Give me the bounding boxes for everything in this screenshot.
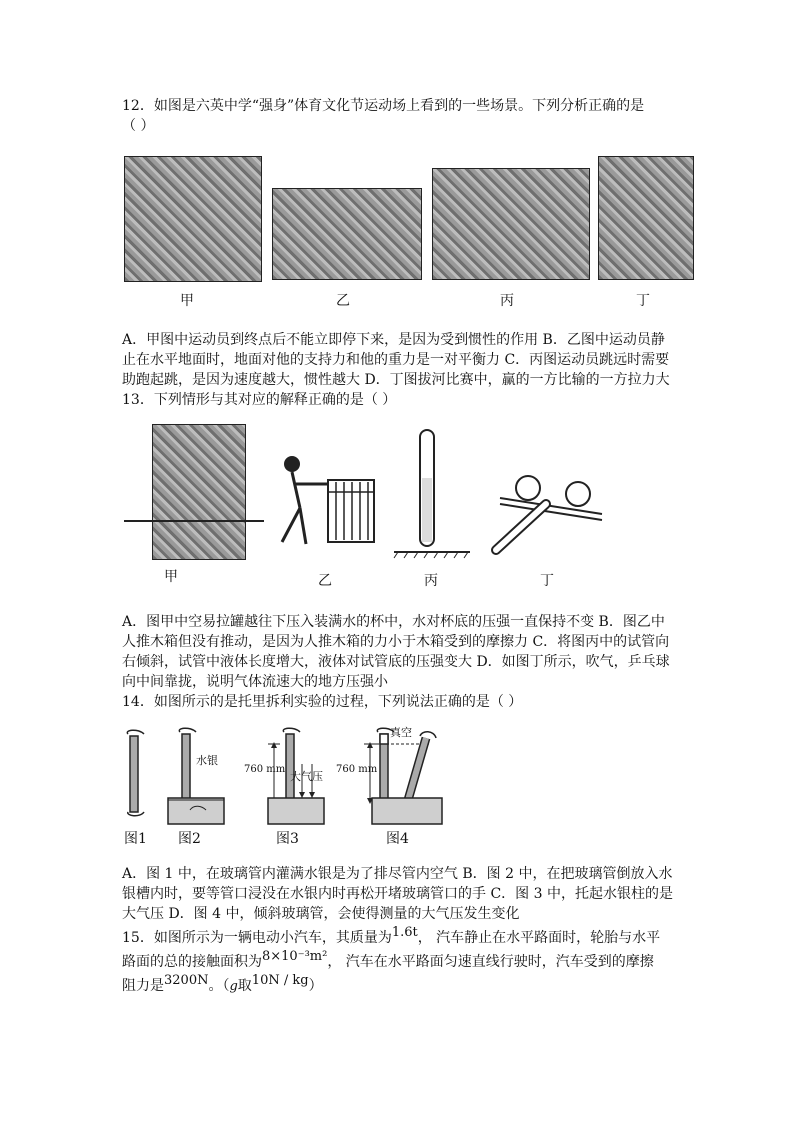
- q12-stem-line2: （ ）: [122, 118, 155, 134]
- q12-photo-jia: [124, 156, 262, 282]
- q15-line3-text-a: 阻力是: [122, 978, 164, 994]
- q15-mass: 1.6t: [391, 925, 418, 940]
- q15-line2-text-a: 路面的总的接触面积为: [122, 954, 262, 970]
- q14-fig4-height: 760 mm: [336, 764, 378, 775]
- q15-line3: [122, 973, 323, 997]
- q13-label-jia: 甲: [164, 569, 178, 585]
- q13-label-ding: 丁: [540, 573, 554, 589]
- q15-line1-text-b: ， 汽车静止在水平路面时，轮胎与水平: [417, 930, 661, 946]
- q15-line1: [122, 925, 661, 949]
- q13-label-bing: 丙: [424, 573, 438, 589]
- q15-line2-text-b: ， 汽车在水平路面匀速直线行驶时，汽车受到的摩擦: [327, 954, 654, 970]
- q12-photo-bing: [432, 168, 590, 280]
- q13-person-pushing-box: [258, 450, 378, 550]
- q12-options-line2: 止在水平地面时，地面对他的支持力和他的重力是一对平衡力 C．丙图运动员跳远时需要: [122, 352, 670, 368]
- q13-options-line4: 向中间靠拢，说明气体流速大的地方压强小: [122, 674, 388, 690]
- q15-line3-text-b: 。（: [208, 978, 230, 994]
- q14-mercury-label: 水银: [196, 754, 218, 767]
- q14-fig2-tube-trough: [164, 728, 228, 828]
- q14-pressure-label: 大气压: [290, 770, 323, 783]
- q12-label-yi: 乙: [336, 293, 350, 309]
- q14-fig3-height: 760 mm: [244, 764, 286, 775]
- q14-fig1-tube: [122, 728, 152, 818]
- q14-options-line1: A．图 1 中，在玻璃管内灌满水银是为了排尽管内空气 B．图 2 中，在把玻璃管倒放入水: [122, 866, 673, 882]
- q12-label-ding: 丁: [636, 293, 650, 309]
- q13-label-yi: 乙: [318, 573, 332, 589]
- q13-options-line1: A．图甲中空易拉罐越往下压入装满水的杯中，水对杯底的压强一直保持不变 B．图乙中: [122, 614, 665, 630]
- q14-vacuum-label: 真空: [390, 726, 412, 739]
- q15-line2: [122, 949, 654, 973]
- q15-line3-text-d: ）: [308, 978, 323, 994]
- q13-stem: 13．下列情形与其对应的解释正确的是（ ）: [122, 392, 397, 408]
- q13-options-line3: 右倾斜，试管中液体长度增大，液体对试管底的压强变大 D．如图丁所示，吹气，乒乓球: [122, 654, 670, 670]
- q13-ground-jia: [124, 518, 264, 524]
- q15-force: 3200N: [164, 973, 209, 988]
- q15-line3-text-c: 取: [237, 978, 252, 994]
- q13-balls-blow: [486, 464, 606, 556]
- q12-options-line3: 助跑起跳，是因为速度越大，惯性越大 D．丁图拔河比赛中，赢的一方比输的一方拉力大: [122, 372, 670, 388]
- q13-photo-can: [152, 424, 246, 560]
- q15-g-symbol: g: [229, 979, 238, 994]
- q14-stem: 14．如图所示的是托里拆利实验的过程，下列说法正确的是（ ）: [122, 694, 523, 710]
- q12-photo-ding: [598, 156, 694, 280]
- q15-line1-text-a: 15．如图所示为一辆电动小汽车，其质量为: [122, 930, 392, 946]
- q15-area: 8×10⁻³m²: [262, 949, 328, 964]
- q13-test-tube: [392, 428, 472, 560]
- q14-fig4-label: 图4: [386, 831, 409, 847]
- q12-stem-line1: 12．如图是六英中学“强身”体育文化节运动场上看到的一些场景。下列分析正确的是: [122, 98, 645, 114]
- q12-label-jia: 甲: [180, 293, 194, 309]
- q14-fig3-label: 图3: [276, 831, 299, 847]
- q12-label-bing: 丙: [500, 293, 514, 309]
- q12-photo-yi: [272, 188, 422, 280]
- q15-g-value: 10N / kg: [251, 973, 309, 988]
- q14-options-line3: 大气压 D．图 4 中，倾斜玻璃管，会使得测量的大气压发生变化: [122, 906, 520, 922]
- q14-fig4-apparatus: [350, 728, 450, 828]
- q14-fig2-label: 图2: [178, 831, 201, 847]
- q14-options-line2: 银槽内时，要等管口浸没在水银内时再松开堵玻璃管口的手 C．图 3 中，托起水银柱的是: [122, 886, 673, 902]
- q12-options-line1: A．甲图中运动员到终点后不能立即停下来，是因为受到惯性的作用 B．乙图中运动员静: [122, 332, 665, 348]
- q13-options-line2: 人推木箱但没有推动，是因为人推木箱的力小于木箱受到的摩擦力 C．将图丙中的试管向: [122, 634, 670, 650]
- q14-fig1-label: 图1: [124, 831, 147, 847]
